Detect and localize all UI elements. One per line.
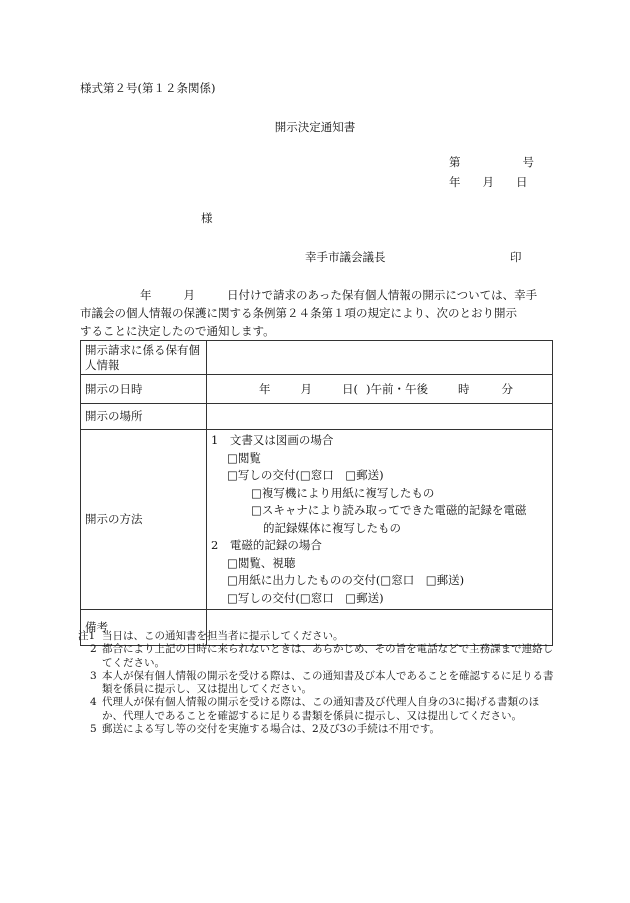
date-label: 開示の日時	[81, 375, 207, 404]
notes-section	[80, 630, 555, 736]
seal-mark: 印	[510, 250, 522, 264]
date-value-cell	[207, 375, 553, 404]
note-text: 都合により上記の日時に来られないときは、あらかじめ、その旨を電話などで主務課まで連絡してください。	[102, 643, 554, 669]
method-item: □閲覧	[227, 450, 261, 465]
date-day: 日	[516, 175, 528, 189]
note-text: 当日は、この通知書を担当者に提示してください。	[102, 630, 344, 642]
disclosure-day: 日(	[342, 381, 358, 396]
document-number-line	[449, 155, 534, 170]
note-item	[80, 643, 555, 670]
remarks-label: 備考	[81, 610, 207, 646]
disclosure-hour: 時	[458, 381, 470, 396]
date-month: 月	[482, 175, 494, 189]
method-item: □スキャナにより読み取ってできた電磁的記録を電磁	[251, 503, 527, 517]
note-number: 3	[90, 669, 97, 682]
body-line-2: 市議会の個人情報の保護に関する条例第２４条第１項の規定により、次のとおり開示	[80, 306, 517, 320]
disclosure-year: 年	[259, 381, 271, 396]
method-label: 開示の方法	[81, 430, 207, 610]
issuer-name: 幸手市議会議長	[305, 250, 386, 264]
number-prefix: 第	[449, 155, 461, 169]
table-row	[81, 430, 553, 610]
body-month: 月	[183, 288, 195, 302]
table-row	[81, 404, 553, 430]
note-text: 代理人が保有個人情報の開示を受ける際は、この通知書及び代理人自身の3に掲げる書類のほか、代理人であることを確認するに足りる書類を係員に提示し、又は提出してください。	[102, 696, 540, 722]
form-number: 様式第２号(第１２条関係)	[80, 81, 216, 95]
table-row	[81, 375, 553, 404]
disclosure-minute: 分	[501, 381, 513, 396]
issue-date-line	[449, 175, 528, 190]
method-item: □用紙に出力したものの交付(□窓口 □郵送)	[227, 573, 465, 587]
note-number: 2	[90, 643, 97, 656]
body-line-3: することに決定したので通知します。	[80, 324, 275, 338]
document-title: 開示決定通知書	[274, 120, 356, 134]
disclosure-month: 月	[300, 381, 312, 396]
addressee-honorific: 様	[201, 211, 213, 225]
info-label: 開示請求に係る保有個人情報	[81, 341, 207, 375]
info-value-cell	[207, 341, 553, 375]
method-item: 的記録媒体に複写したもの	[263, 520, 401, 535]
method-item: □写しの交付(□窓口 □郵送)	[227, 590, 384, 605]
place-value-cell	[207, 404, 553, 430]
note-item	[80, 696, 555, 723]
note-number: 5	[90, 723, 97, 736]
place-label: 開示の場所	[81, 404, 207, 430]
method-value-cell	[207, 430, 553, 610]
date-year: 年	[449, 175, 461, 189]
note-item	[80, 670, 555, 697]
note-number: 4	[90, 696, 97, 709]
notice-body	[80, 286, 555, 340]
number-suffix: 号	[522, 155, 534, 169]
method-item: 2 電磁的記録の場合	[211, 538, 322, 552]
note-number: 注1	[78, 630, 96, 642]
method-item: □写しの交付(□窓口 □郵送)	[227, 468, 384, 482]
disclosure-table	[80, 340, 553, 646]
method-item: 1 文書又は図画の場合	[211, 433, 334, 447]
note-item	[80, 723, 555, 736]
method-item: □閲覧、視聴	[227, 555, 296, 570]
method-item: □複写機により用紙に複写したもの	[251, 485, 435, 500]
note-text: 本人が保有個人情報の開示を受ける際は、この通知書及び本人であることを確認するに足りる書類を係員に提示し、又は提出してください。	[102, 669, 554, 696]
table-row	[81, 341, 553, 375]
body-line-1: 日付けで請求のあった保有個人情報の開示については、幸手	[227, 288, 538, 302]
body-year: 年	[140, 288, 152, 302]
disclosure-ampm: )午前・午後	[366, 381, 428, 396]
note-item	[80, 630, 555, 643]
note-text: 郵送による写し等の交付を実施する場合は、2及び3の手続は不用です。	[102, 723, 441, 736]
